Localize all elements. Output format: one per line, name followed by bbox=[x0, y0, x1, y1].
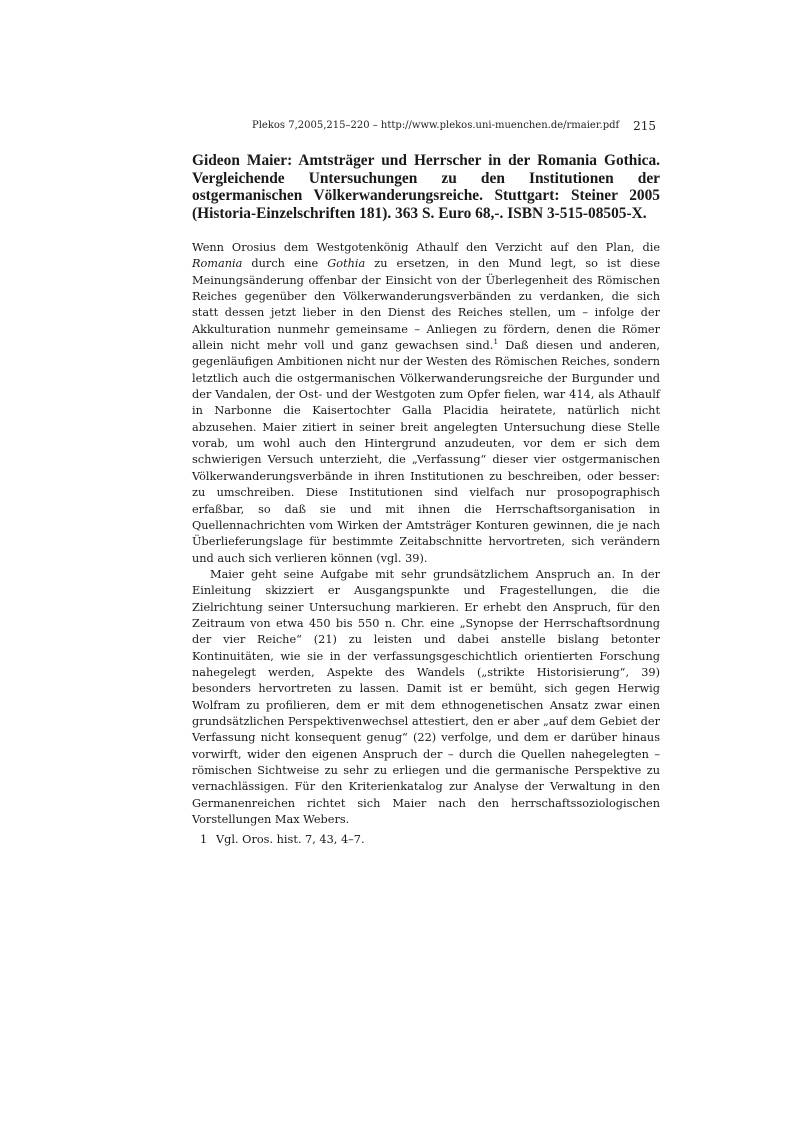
footnote-ref-1[interactable]: 1 bbox=[493, 337, 499, 347]
page-number: 215 bbox=[633, 119, 656, 133]
review-body bbox=[192, 240, 660, 828]
term-romania: Romania bbox=[192, 257, 243, 271]
review-title: Gideon Maier: Amtsträger und Herrscher in der Romania Gothica. Vergleichende Untersuchungen zu den Institutionen der ostgermanischen Völkerwanderungsreiche. Stuttgart: Steiner 2005 (Historia-Einzelschriften 181). 363 S. Euro 68,-. ISBN 3-515-08505-X. bbox=[192, 152, 660, 222]
running-head: Plekos 7,2005,215–220 – http://www.plekos.uni-muenchen.de/rmaier.pdf bbox=[252, 120, 620, 131]
paragraph-1-part-c: zu ersetzen, in den Mund legt, so ist diese Meinungsänderung offenbar der Einsicht von der Überlegenheit des Römischen Reiches gegenüber den Völkerwanderungsverbänden zu verdanken, die sich statt dessen jetzt lieber in den Dienst des Reiches stellen, um – infolge der Akkulturation nunmehr gemeinsame – Anliegen zu fördern, denen die Römer allein nicht mehr voll und ganz gewachsen sind. bbox=[192, 257, 660, 353]
paragraph-1-part-d: Daß diesen und anderen, gegenläufigen Ambitionen nicht nur der Westen des Römischen Reiches, sondern letztlich auch die ostgermanischen Völkerwanderungsreiche der Burgunder und der Vandalen, der Ost- und der Westgoten zum Opfer fielen, war 414, als Athaulf in Narbonne die Kaisertochter Galla Placidia heiratete, natürlich nicht abzusehen. Maier zitiert in seiner breit angelegten Untersuchung diese Stelle vorab, um wohl auch den Hintergrund anzudeuten, vor dem er sich dem schwierigen Versuch unterzieht, die „Verfassung“ dieser vier ostgermanischen Völkerwanderungsverbände in ihren Institutionen zu beschreiben, oder besser: zu umschreiben. Diese Institutionen sind vielfach nur prosopographisch erfaßbar, so daß sie und mit ihnen die Herrschaftsorganisation in Quellennachrichten vom Wirken der Amtsträger Konturen gewinnen, die je nach Überlieferungslage für bestimmte Zeitabschnitte hervortreten, sich verändern und auch sich verlieren können (vgl. 39). bbox=[192, 339, 661, 565]
footnote-text: Vgl. Oros. hist. 7, 43, 4–7. bbox=[216, 833, 365, 846]
paragraph-1 bbox=[192, 240, 660, 567]
paragraph-2: Maier geht seine Aufgabe mit sehr grundsätzlichem Anspruch an. In der Einleitung skizziert er Ausgangspunkte und Fragestellungen, die die Zielrichtung seiner Untersuchung markieren. Er erhebt den Anspruch, für den Zeitraum von etwa 450 bis 550 n. Chr. eine „Synopse der Herrschaftsordnung der vier Reiche“ (21) zu leisten und dabei anstelle bislang betonter Kontinuitäten, wie sie in der verfassungsgeschichtlich orientierten Forschung nahegelegt werden, Aspekte des Wandels („strikte Historisierung“, 39) besonders hervortreten zu lassen. Damit ist er bemüht, sich gegen Herwig Wolfram zu profilieren, dem er mit dem ethnogenetischen Ansatz zwar einen grundsätzlichen Perspektivenwechsel attestiert, den er aber „auf dem Gebiet der Verfassung nicht konsequent genug“ (22) verfolge, und dem er darüber hinaus vorwirft, wider den eigenen Anspruch der – durch die Quellen nahegelegten – römischen Sichtweise zu sehr zu erliegen und die germanische Perspektive zu vernachlässigen. Für den Kriterienkatalog zur Analyse der Verwaltung in den Germanenreichen richtet sich Maier nach den herrschaftssoziologischen Vorstellungen Max Webers. bbox=[192, 567, 660, 827]
footnote-1 bbox=[200, 832, 660, 848]
term-gothia: Gothia bbox=[327, 257, 366, 271]
paragraph-1-part-a: Wenn Orosius dem Westgotenkönig Athaulf den Verzicht auf den Plan, die bbox=[192, 241, 660, 254]
footnote-number: 1 bbox=[200, 833, 208, 846]
paragraph-1-part-b: durch eine bbox=[242, 257, 328, 271]
